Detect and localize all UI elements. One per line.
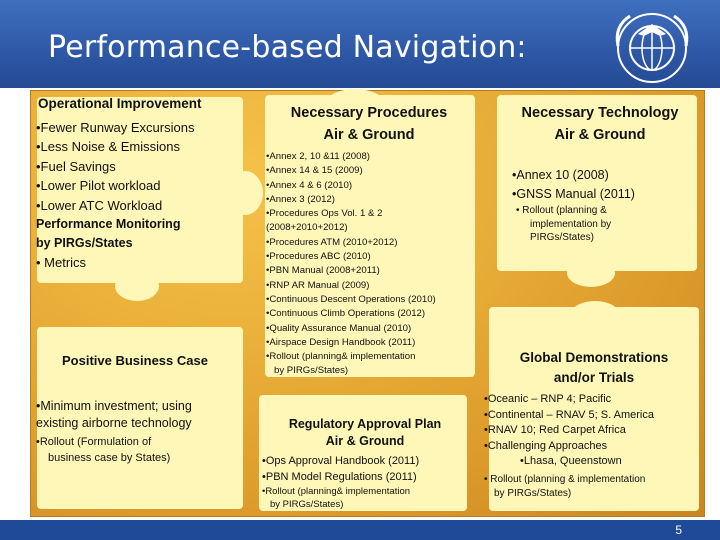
- piece-tab: [567, 259, 615, 287]
- procedures-item: •Continuous Climb Operations (2012): [266, 308, 426, 320]
- business-rollout-line: •Rollout (Formulation of: [36, 436, 152, 448]
- technology-list: [512, 166, 700, 204]
- demonstrations-heading-line: and/or Trials: [553, 370, 635, 385]
- regulatory-heading: [262, 416, 468, 450]
- monitoring-line: Performance Monitoring: [36, 217, 181, 232]
- monitoring-heading: [36, 215, 256, 253]
- demonstrations-item: •Challenging Approaches: [484, 439, 608, 452]
- procedures-block: [266, 102, 472, 379]
- procedures-item: (2008+2010+2012): [266, 222, 348, 234]
- slide-title: Performance-based Navigation:: [48, 30, 527, 65]
- procedures-item: •PBN Manual (2008+2011): [266, 265, 380, 277]
- technology-heading-line: Air & Ground: [554, 127, 646, 143]
- technology-rollout-line: implementation by: [530, 218, 612, 230]
- demonstrations-item: •Continental – RNAV 5; S. America: [484, 408, 654, 421]
- technology-rollout-line: PIRGs/States): [530, 232, 594, 243]
- technology-rollout: [516, 204, 700, 245]
- metrics-item: • Metrics: [36, 255, 87, 271]
- demonstrations-rollout-line: • Rollout (planning & implementation: [484, 473, 646, 485]
- piece-tab: [571, 301, 619, 327]
- procedures-item: •Rollout (planning& implementation: [266, 351, 416, 363]
- business-block: [36, 398, 246, 466]
- procedures-item: •Annex 3 (2012): [266, 193, 335, 205]
- piece-tab: [115, 271, 159, 301]
- slide-header: [0, 0, 720, 88]
- slide-footer: [0, 520, 720, 540]
- business-item: [36, 398, 246, 432]
- business-item-line: existing airborne technology: [36, 416, 192, 430]
- operational-heading: Operational Improvement: [38, 96, 202, 111]
- operational-block: [36, 96, 256, 272]
- regulatory-heading-line: Air & Ground: [325, 434, 405, 448]
- business-rollout-line: business case by States): [48, 452, 171, 464]
- operational-item: •Lower ATC Workload: [36, 197, 163, 213]
- technology-rollout-line: • Rollout (planning &: [516, 205, 607, 216]
- regulatory-rollout-line: •Rollout (planning& implementation: [262, 486, 411, 497]
- procedures-heading-line: Air & Ground: [323, 127, 415, 143]
- operational-list: [36, 118, 256, 216]
- demonstrations-heading-line: Global Demonstrations: [519, 350, 669, 365]
- regulatory-rollout: [262, 485, 468, 511]
- technology-block: [500, 102, 700, 245]
- demonstrations-item: •Oceanic – RNP 4; Pacific: [484, 393, 612, 405]
- regulatory-item: •Ops Approval Handbook (2011): [262, 455, 420, 467]
- procedures-item: •RNP AR Manual (2009): [266, 279, 370, 291]
- icao-logo-icon: [604, 6, 700, 88]
- demonstrations-rollout: [484, 473, 704, 501]
- demonstrations-item: •RNAV 10; Red Carpet Africa: [484, 424, 626, 436]
- procedures-item: by PIRGs/States): [274, 365, 349, 377]
- procedures-item: •Annex 14 & 15 (2009): [266, 165, 363, 177]
- regulatory-heading-line: Regulatory Approval Plan: [288, 417, 442, 431]
- demonstrations-heading: [484, 348, 704, 388]
- regulatory-rollout-line: by PIRGs/States): [270, 499, 344, 510]
- procedures-item: •Continuous Descent Operations (2010): [266, 293, 436, 305]
- procedures-list: [266, 150, 472, 379]
- technology-heading: [500, 102, 700, 146]
- demonstrations-list: [484, 392, 704, 470]
- operational-item: •Lower Pilot workload: [36, 178, 161, 194]
- business-heading: Positive Business Case: [62, 353, 208, 368]
- operational-item: •Fuel Savings: [36, 158, 116, 174]
- procedures-item: •Procedures ATM (2010+2012): [266, 236, 398, 248]
- procedures-heading-line: Necessary Procedures: [290, 105, 448, 121]
- page-number: 5: [675, 523, 682, 537]
- demonstrations-rollout-line: by PIRGs/States): [494, 487, 572, 499]
- regulatory-block: [262, 416, 468, 511]
- operational-item: •Less Noise & Emissions: [36, 139, 180, 155]
- procedures-item: •Annex 4 & 6 (2010): [266, 179, 353, 191]
- procedures-item: •Annex 2, 10 &11 (2008): [266, 151, 370, 162]
- technology-item: •Annex 10 (2008): [512, 168, 609, 182]
- procedures-item: •Quality Assurance Manual (2010): [266, 322, 412, 334]
- procedures-item: •Airspace Design Handbook (2011): [266, 336, 416, 348]
- procedures-item: •Procedures Ops Vol. 1 & 2: [266, 208, 383, 220]
- business-rollout: [36, 434, 246, 466]
- procedures-item: •Procedures ABC (2010): [266, 251, 371, 263]
- technology-heading-line: Necessary Technology: [521, 105, 679, 121]
- procedures-heading: [266, 102, 472, 146]
- regulatory-list: [262, 453, 468, 485]
- demonstrations-block: [484, 348, 704, 501]
- operational-item: •Fewer Runway Excursions: [36, 119, 195, 135]
- business-item-line: •Minimum investment; using: [36, 399, 192, 413]
- technology-item: •GNSS Manual (2011): [512, 187, 635, 201]
- regulatory-item: •PBN Model Regulations (2011): [262, 471, 417, 483]
- demonstrations-subitem: •Lhasa, Queenstown: [520, 455, 622, 467]
- monitoring-line: by PIRGs/States: [36, 236, 133, 251]
